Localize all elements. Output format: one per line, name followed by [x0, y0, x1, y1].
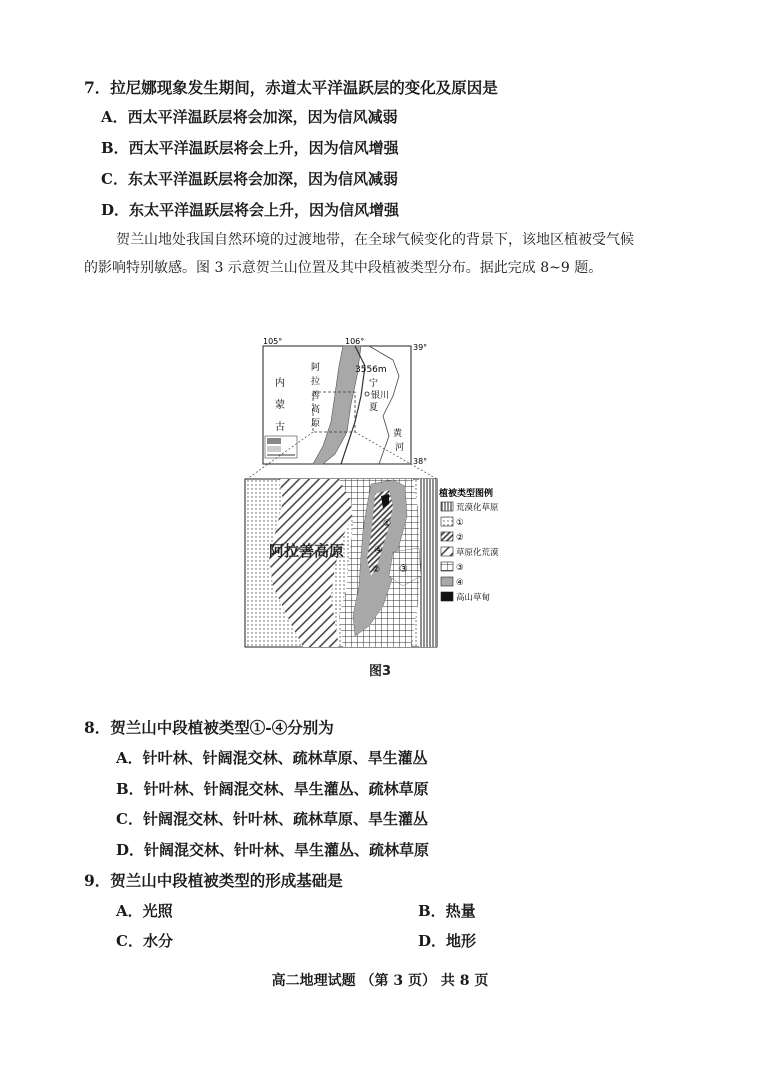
page-footer: 高二地理试题 （第 3 页） 共 8 页 [271, 973, 489, 989]
label-nei: 内 [275, 378, 285, 389]
label-gao: 高 [311, 405, 321, 415]
label-yuan: 原 [311, 419, 321, 429]
label-he: 河 [395, 443, 405, 453]
label-huang: 黄 [393, 429, 403, 439]
legend-title: 植被类型图例 [439, 489, 494, 499]
question-7-stem: 7．拉尼娜现象发生期间，赤道太平洋温跃层的变化及原因是 [84, 78, 498, 97]
label-circle-1: ① [383, 519, 392, 529]
label-xia: 夏 [369, 403, 379, 413]
legend-item-4: ④ [456, 578, 464, 588]
figure-caption: 图3 [368, 664, 392, 679]
label-circle-4: ④ [374, 545, 383, 556]
q8-option-a: A．针叶林、针阔混交林、疏林草原、旱生灌丛 [116, 749, 428, 767]
legend-item-steppe-desert: 草原化荒漠 [456, 548, 499, 558]
intro-line-1: 贺兰山地处我国自然环境的过渡地带，在全球气候变化的背景下，该地区植被受气候 [116, 232, 634, 248]
lat-38-label: 38° [413, 457, 428, 466]
q7-option-b: B．西太平洋温跃层将会上升，因为信风增强 [101, 139, 399, 157]
intro-line-2: 的影响特别敏感。图 3 示意贺兰山位置及其中段植被类型分布。据此完成 8~9 题。 [84, 260, 603, 276]
vegetation-legend [439, 487, 499, 603]
q7-option-d: D．东太平洋温跃层将会上升，因为信风增强 [101, 201, 400, 219]
label-la: 拉 [311, 377, 321, 387]
figure-3-map [243, 336, 521, 650]
label-gu: 古 [275, 422, 285, 433]
q8-option-c: C．针阔混交林、针叶林、疏林草原、旱生灌丛 [116, 810, 428, 828]
q9-option-b: B．热量 [418, 902, 476, 920]
svg-text:阿拉善高原: 阿拉善高原 [269, 542, 345, 560]
legend-item-3: ③ [456, 563, 464, 573]
vegetation-detail-map [245, 479, 437, 647]
label-shan: 善 [311, 391, 321, 401]
label-circle-3: ③ [399, 564, 408, 575]
location-inset-map [263, 337, 427, 466]
legend-item-alpine-meadow: 高山草甸 [456, 593, 491, 603]
legend-item-desert-steppe: 荒漠化草原 [456, 503, 499, 513]
q9-option-d: D．地形 [418, 932, 477, 950]
lon-105-label: 105° [263, 337, 283, 346]
intro-paragraph [84, 226, 694, 282]
legend-item-2: ② [456, 533, 464, 543]
label-circle-2: ② [372, 565, 381, 575]
q8-option-d: D．针阔混交林、针叶林、旱生灌丛、疏林草原 [116, 841, 430, 859]
q7-option-c: C．东太平洋温跃层将会加深，因为信风减弱 [101, 170, 398, 188]
question-8-stem: 8．贺兰山中段植被类型①-④分别为 [84, 718, 334, 737]
q9-option-a: A．光照 [116, 902, 173, 920]
label-yinchuan: 银川 [371, 391, 390, 401]
lat-39-label: 39° [413, 343, 428, 352]
label-a: 阿 [311, 363, 321, 373]
label-meng: 蒙 [275, 400, 285, 411]
q9-option-c: C．水分 [116, 932, 173, 950]
legend-item-1: ① [456, 518, 464, 528]
lon-106-label: 106° [345, 337, 365, 346]
q7-option-a: A．西太平洋温跃层将会加深，因为信风减弱 [101, 108, 398, 126]
question-9-stem: 9．贺兰山中段植被类型的形成基础是 [84, 871, 343, 890]
q8-option-b: B．针叶林、针阔混交林、旱生灌丛、疏林草原 [116, 780, 429, 798]
label-ning: 宁 [369, 379, 379, 389]
peak-elevation-label: 3556m [355, 365, 387, 375]
